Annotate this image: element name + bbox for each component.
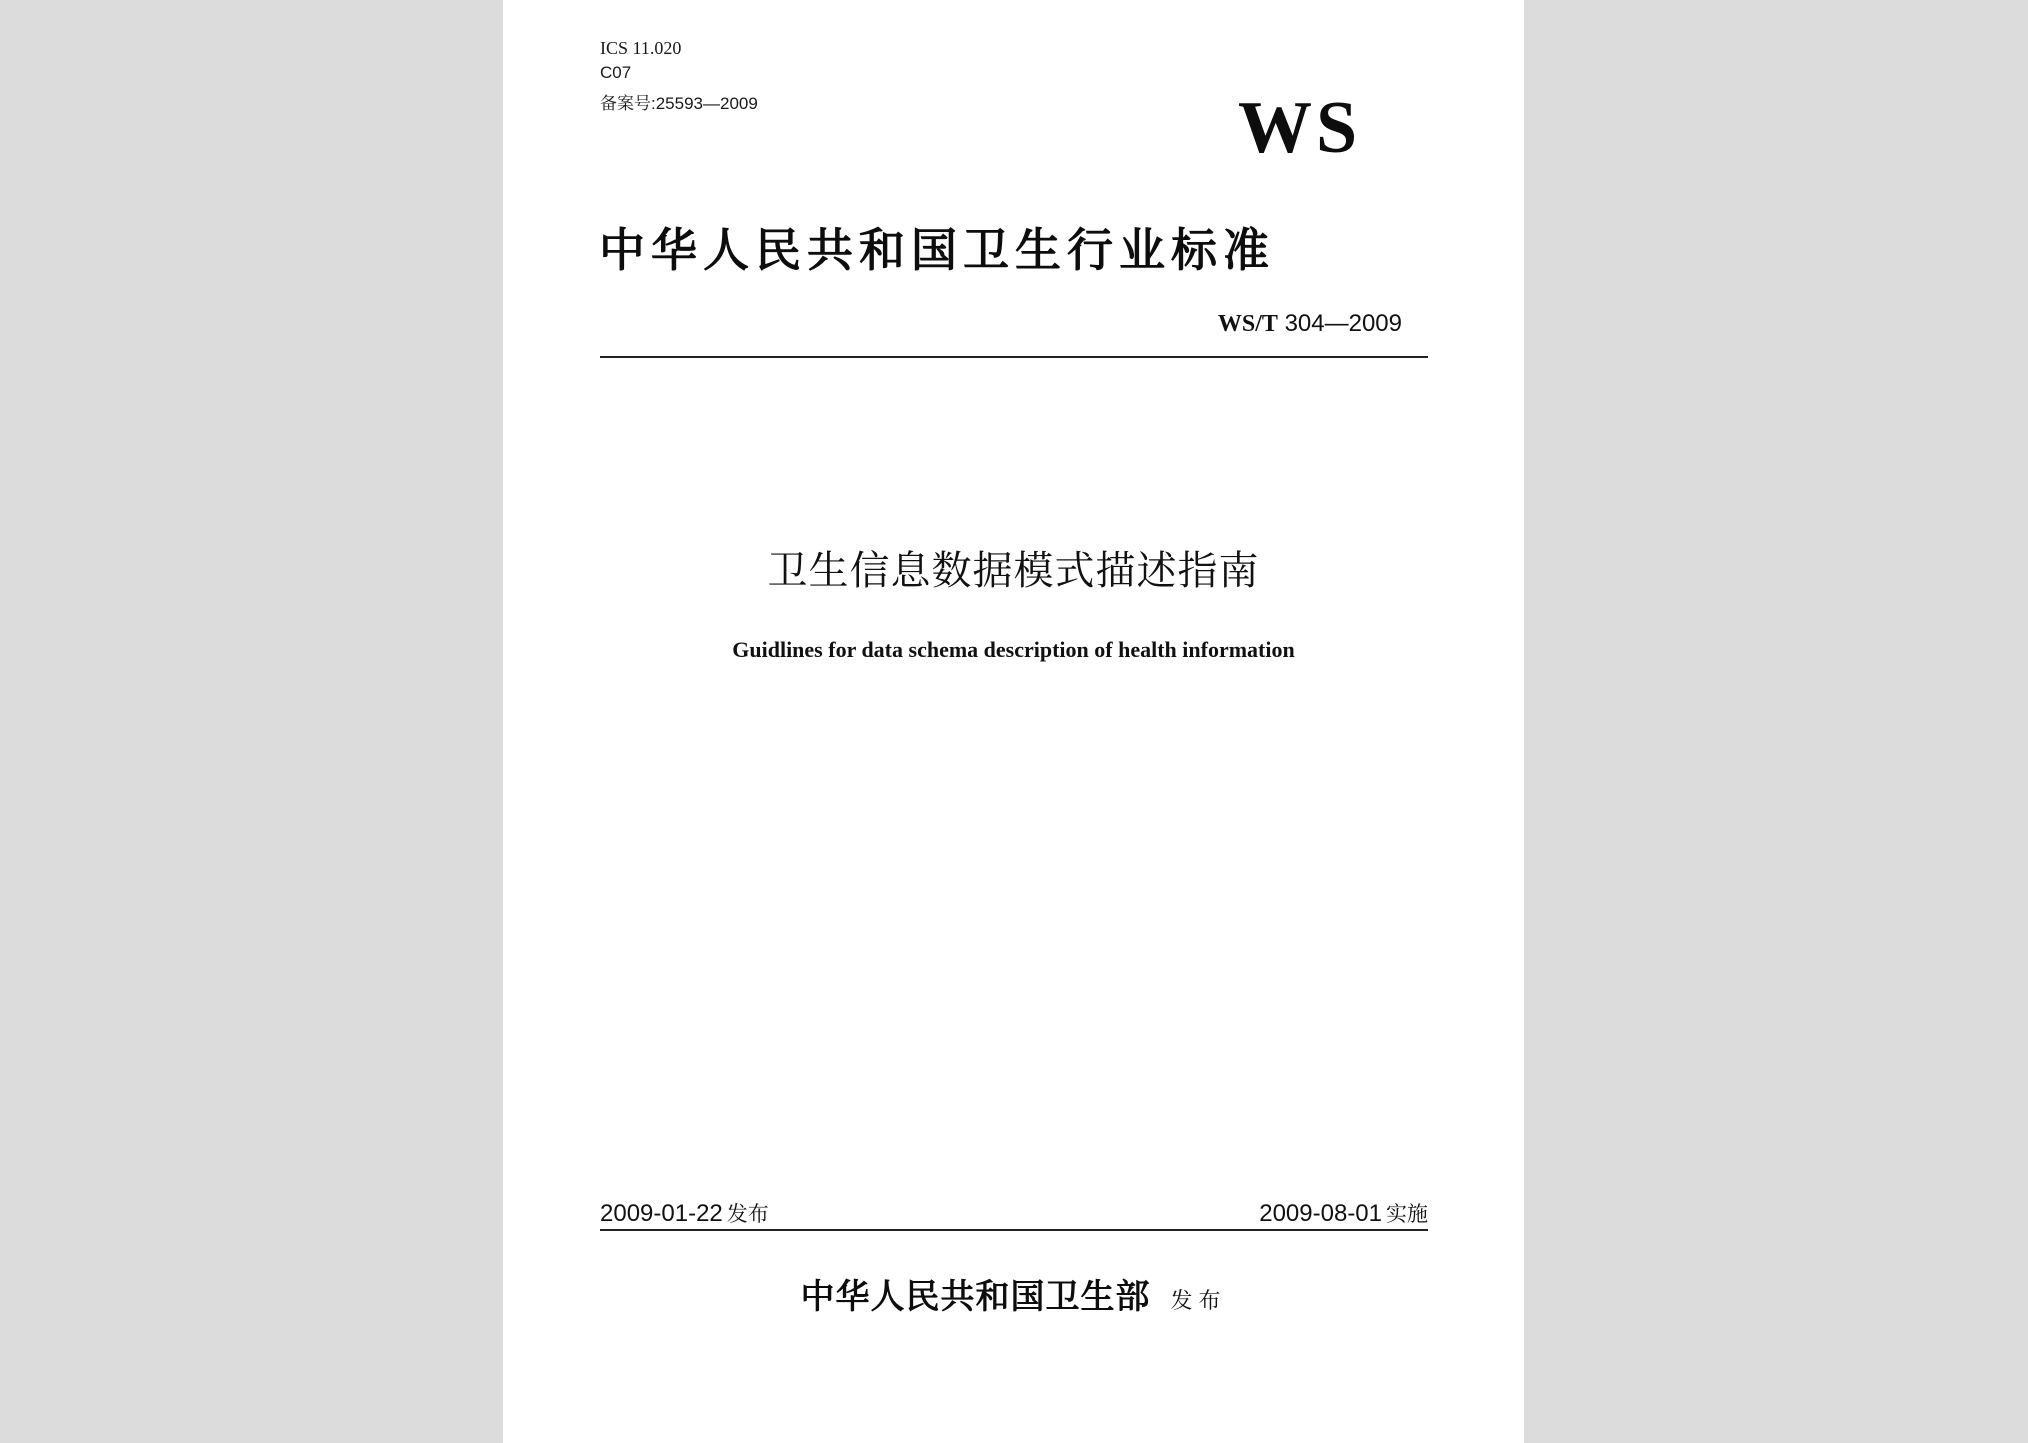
ics-code: ICS 11.020 — [600, 38, 682, 58]
effective-date: 2009-08-01 — [1259, 1200, 1382, 1227]
issuer-action: 发布 — [1170, 1289, 1227, 1314]
issue-date: 2009-01-22 — [600, 1200, 723, 1227]
record-number: 备案号:25593—2009 — [600, 94, 758, 113]
effective-date-line — [1259, 1199, 1428, 1230]
effective-label: 实施 — [1386, 1203, 1428, 1226]
standard-category-title: 中华人民共和国卫生行业标准 — [599, 223, 1275, 277]
document-title-chinese: 卫生信息数据模式描述指南 — [767, 548, 1260, 594]
document-title-english: Guidlines for data schema description of health information — [732, 637, 1295, 662]
standard-number — [1218, 310, 1402, 338]
standard-number-prefix: WS/T — [1217, 311, 1278, 337]
issue-label: 发布 — [726, 1203, 769, 1226]
ccs-code: C07 — [600, 63, 632, 82]
top-divider — [600, 356, 1428, 358]
ws-logo: WS — [1238, 87, 1362, 169]
standard-number-value: 304—2009 — [1284, 310, 1402, 337]
document-page — [503, 0, 1524, 1443]
bottom-divider — [600, 1229, 1428, 1231]
issue-date-line — [600, 1199, 769, 1230]
issuer-name: 中华人民共和国卫生部 — [800, 1277, 1151, 1317]
issuer-line — [503, 1275, 1524, 1319]
